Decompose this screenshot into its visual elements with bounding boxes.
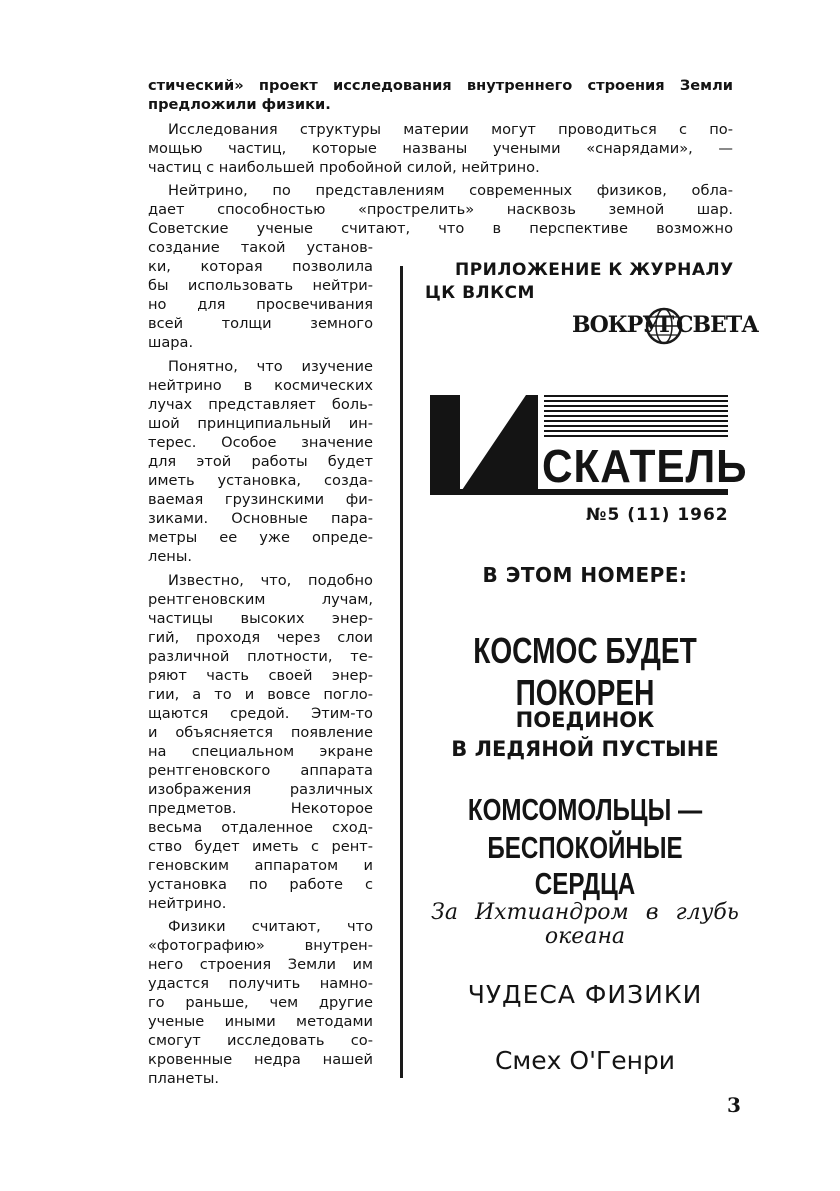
text-line: изображения различных [148, 781, 373, 798]
supplement-publisher: ЦК ВЛКСМ [425, 283, 535, 303]
text-line: лучах представляет боль- [148, 396, 373, 413]
text-line: рентгеновского аппарата [148, 762, 373, 779]
text-line: Нейтрино, по представлениям современных физиков, обла- [168, 182, 733, 199]
text-line: всей толщи земного [148, 315, 373, 332]
text-line: него строения Земли им [148, 956, 373, 973]
text-line: Понятно, что изучение [168, 358, 373, 375]
text-line: зиками. Основные пара- [148, 510, 373, 527]
text-line: ряют часть своей энер- [148, 667, 373, 684]
contents-item: КОСМОС БУДЕТ ПОКОРЕН [473, 630, 697, 713]
text-line: создание такой установ- [148, 239, 373, 256]
text-line: нейтрино в космических [148, 377, 373, 394]
text-line: бы использовать нейтри- [148, 277, 373, 294]
text-line: Физики считают, что [168, 918, 373, 935]
text-line: шой принципиальный ин- [148, 415, 373, 432]
text-line: Советские ученые считают, что в перспективе возможно [148, 220, 733, 237]
text-line: шара. [148, 334, 194, 351]
text-line: для этой работы будет [148, 453, 373, 470]
column-divider [400, 266, 403, 1078]
vokrug-word: ВОКРУГ [572, 312, 674, 338]
text-line: дает способностью «прострелить» насквозь земной шар. [148, 201, 733, 218]
text-line: кровенные недра нашей [148, 1051, 373, 1068]
text-line: стический» проект исследования внутреннего строения Земли [148, 77, 733, 94]
text-line: щаются средой. Этим-то [148, 705, 373, 722]
contents-item: БЕСПОКОЙНЫЕ СЕРДЦА [487, 830, 683, 901]
text-line: Исследования структуры материи могут проводиться с по- [168, 121, 733, 138]
text-line: гий, проходя через слои [148, 629, 373, 646]
text-line: Известно, что, подобно [168, 572, 373, 589]
contents-heading: В ЭТОМ НОМЕРЕ: [482, 563, 688, 587]
text-line: весьма отдаленное сход- [148, 819, 373, 836]
supplement-label: ПРИЛОЖЕНИЕ К ЖУРНАЛУ [455, 260, 734, 280]
text-line: и объясняется появление [148, 724, 373, 741]
text-line: ваемая грузинскими фи- [148, 491, 373, 508]
text-line: «фотографию» внутрен- [148, 937, 373, 954]
issue-number: №5 (11) 1962 [586, 505, 729, 525]
text-line: нейтрино. [148, 895, 227, 912]
text-line: ученые иными методами [148, 1013, 373, 1030]
text-line: терес. Особое значение [148, 434, 373, 451]
contents-item: За Ихтиандром в глубь [431, 900, 739, 925]
text-line: частицы высоких энер- [148, 610, 373, 627]
text-line: ство будет иметь с рент- [148, 838, 373, 855]
text-line: удастся получить намно- [148, 975, 373, 992]
contents-item: океана [544, 924, 626, 949]
text-line: частиц с наибольшей пробойной силой, нейтрино. [148, 159, 540, 176]
sveta-word: СВЕТА [676, 312, 759, 338]
text-line: планеты. [148, 1070, 219, 1087]
page-number: 3 [727, 1093, 741, 1117]
text-line: различной плотности, те- [148, 648, 373, 665]
contents-item: ПОЕДИНОК [515, 708, 655, 732]
text-line: гии, а то и вовсе погло- [148, 686, 373, 703]
text-line: мощью частиц, которые названы учеными «снарядами», — [148, 140, 733, 157]
contents-item: ЧУДЕСА ФИЗИКИ [467, 980, 703, 1009]
text-line: но для просвечивания [148, 296, 373, 313]
contents-item: КОМСОМОЛЬЦЫ — [467, 792, 703, 827]
contents-item: Смех О'Генри [494, 1046, 676, 1075]
iskatel-title: СКАТЕЛЬ [542, 440, 748, 492]
text-line: ки, которая позволила [148, 258, 373, 275]
text-line: иметь установка, созда- [148, 472, 373, 489]
text-line: предложили физики. [148, 96, 331, 113]
text-line: предметов. Некоторое [148, 800, 373, 817]
text-line: смогут исследовать со- [148, 1032, 373, 1049]
iskatel-logo [430, 393, 748, 497]
text-line: метры ее уже опреде- [148, 529, 373, 546]
text-line: лены. [148, 548, 193, 565]
contents-item: В ЛЕДЯНОЙ ПУСТЫНЕ [451, 737, 719, 761]
text-line: рентгеновским лучам, [148, 591, 373, 608]
text-line: го раньше, чем другие [148, 994, 373, 1011]
text-line: установка по работе с [148, 876, 373, 893]
vokrug-sveta-logo [572, 298, 759, 354]
text-line: на специальном экране [148, 743, 373, 760]
text-line: геновским аппаратом и [148, 857, 373, 874]
